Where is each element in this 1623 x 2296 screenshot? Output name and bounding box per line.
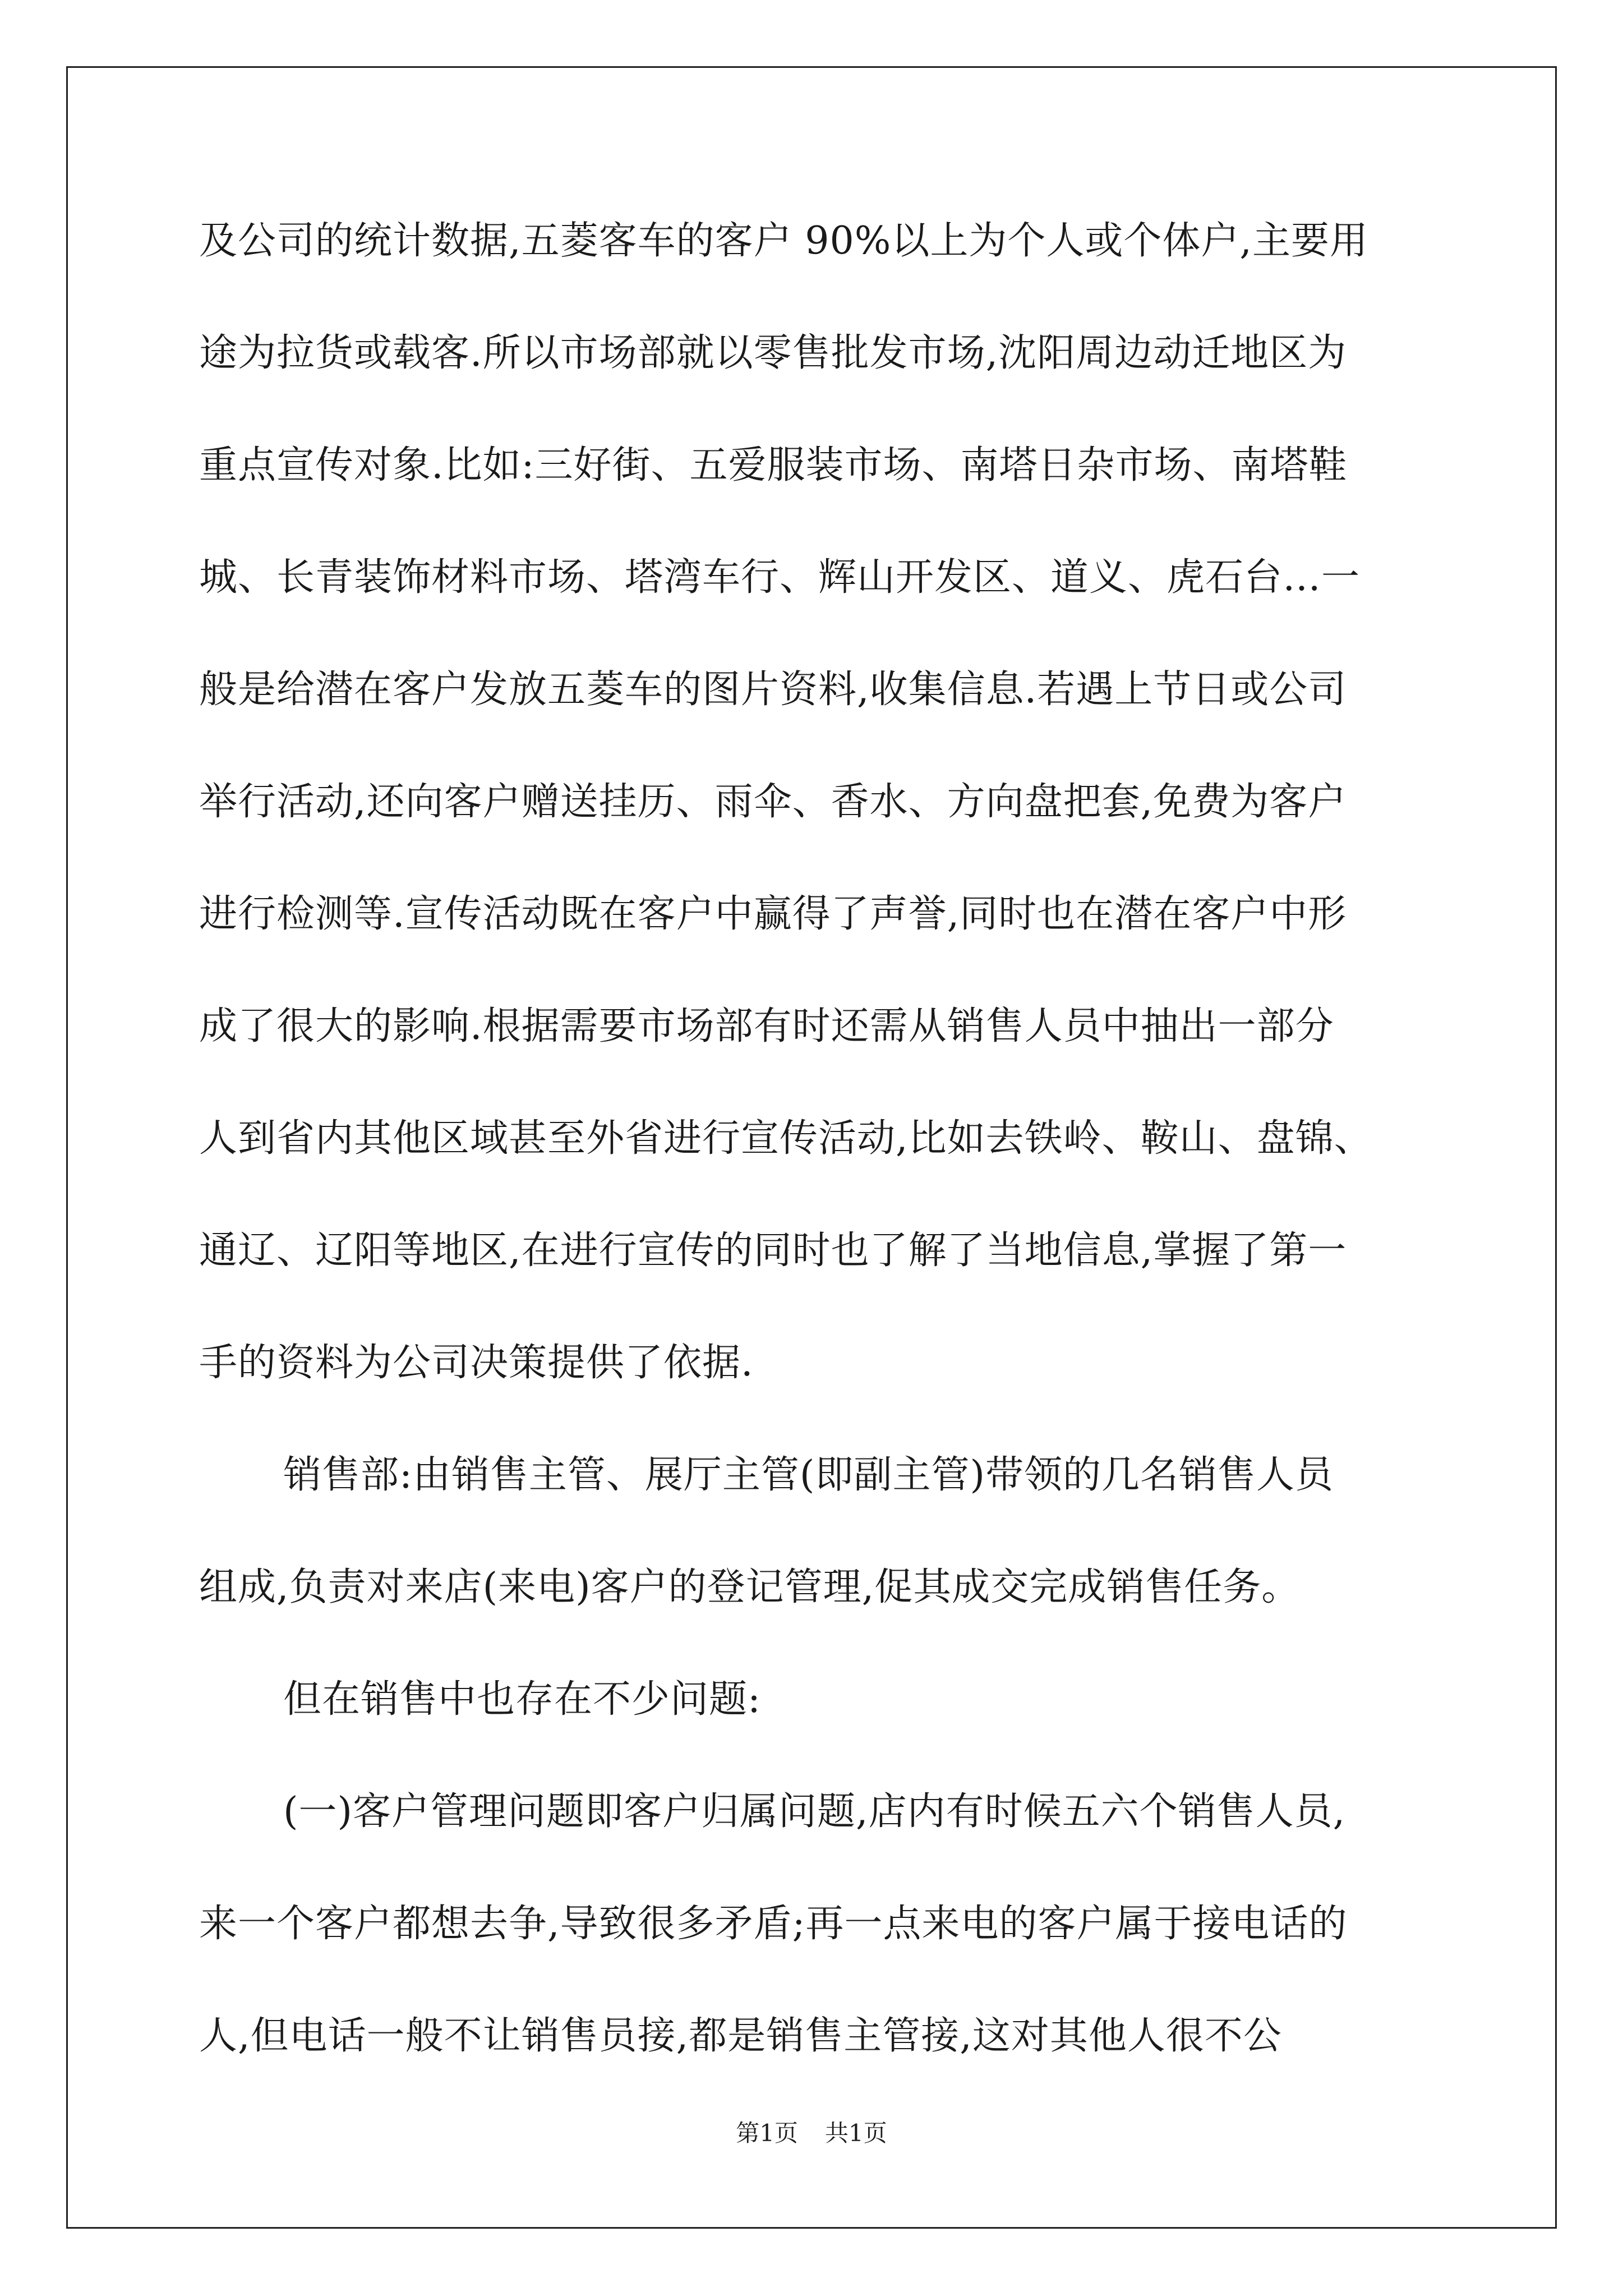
text-line: 来一个客户都想去争,导致很多矛盾;再一点来电的客户属于接电话的 — [199, 1902, 1348, 1946]
text-line: 般是给潜在客户发放五菱车的图片资料,收集信息.若遇上节日或公司 — [199, 668, 1347, 712]
text-line: 途为拉货或载客.所以市场部就以零售批发市场,沈阳周边动迁地区为 — [199, 331, 1347, 375]
text-line: 人,但电话一般不让销售员接,都是销售主管接,这对其他人很不公 — [199, 2014, 1282, 2058]
text-line: 及公司的统计数据,五菱客车的客户 90%以上为个人或个体户,主要用 — [199, 219, 1368, 263]
text-line: 但在销售中也存在不少问题: — [283, 1677, 761, 1722]
text-line: 举行活动,还向客户赠送挂历、雨伞、香水、方向盘把套,免费为客户 — [199, 780, 1347, 824]
document-body — [199, 213, 1461, 2120]
text-line: (一)客户管理问题即客户归属问题,店内有时候五六个销售人员, — [283, 1789, 1346, 1834]
text-line: 重点宣传对象.比如:三好街、五爱服装市场、南塔日杂市场、南塔鞋 — [199, 443, 1348, 487]
text-line: 销售部:由销售主管、展厅主管(即副主管)带领的几名销售人员 — [283, 1453, 1334, 1497]
text-line: 成了很大的影响.根据需要市场部有时还需从销售人员中抽出一部分 — [199, 1004, 1334, 1048]
text-line: 城、长青装饰材料市场、塔湾车行、辉山开发区、道义、虎石台…一 — [199, 555, 1361, 600]
text-line: 通辽、辽阳等地区,在进行宣传的同时也了解了当地信息,掌握了第一 — [199, 1228, 1347, 1273]
page-total: 共1页 — [825, 2119, 887, 2147]
text-line: 进行检测等.宣传活动既在客户中赢得了声誉,同时也在潜在客户中形 — [199, 892, 1347, 936]
page-footer — [0, 2119, 1623, 2147]
text-line: 人到省内其他区域甚至外省进行宣传活动,比如去铁岭、鞍山、盘锦、 — [199, 1116, 1373, 1161]
text-line: 组成,负责对来店(来电)客户的登记管理,促其成交完成销售任务。 — [199, 1565, 1301, 1609]
text-line: 手的资料为公司决策提供了依据. — [199, 1341, 754, 1385]
page-number: 第1页 — [736, 2119, 798, 2147]
